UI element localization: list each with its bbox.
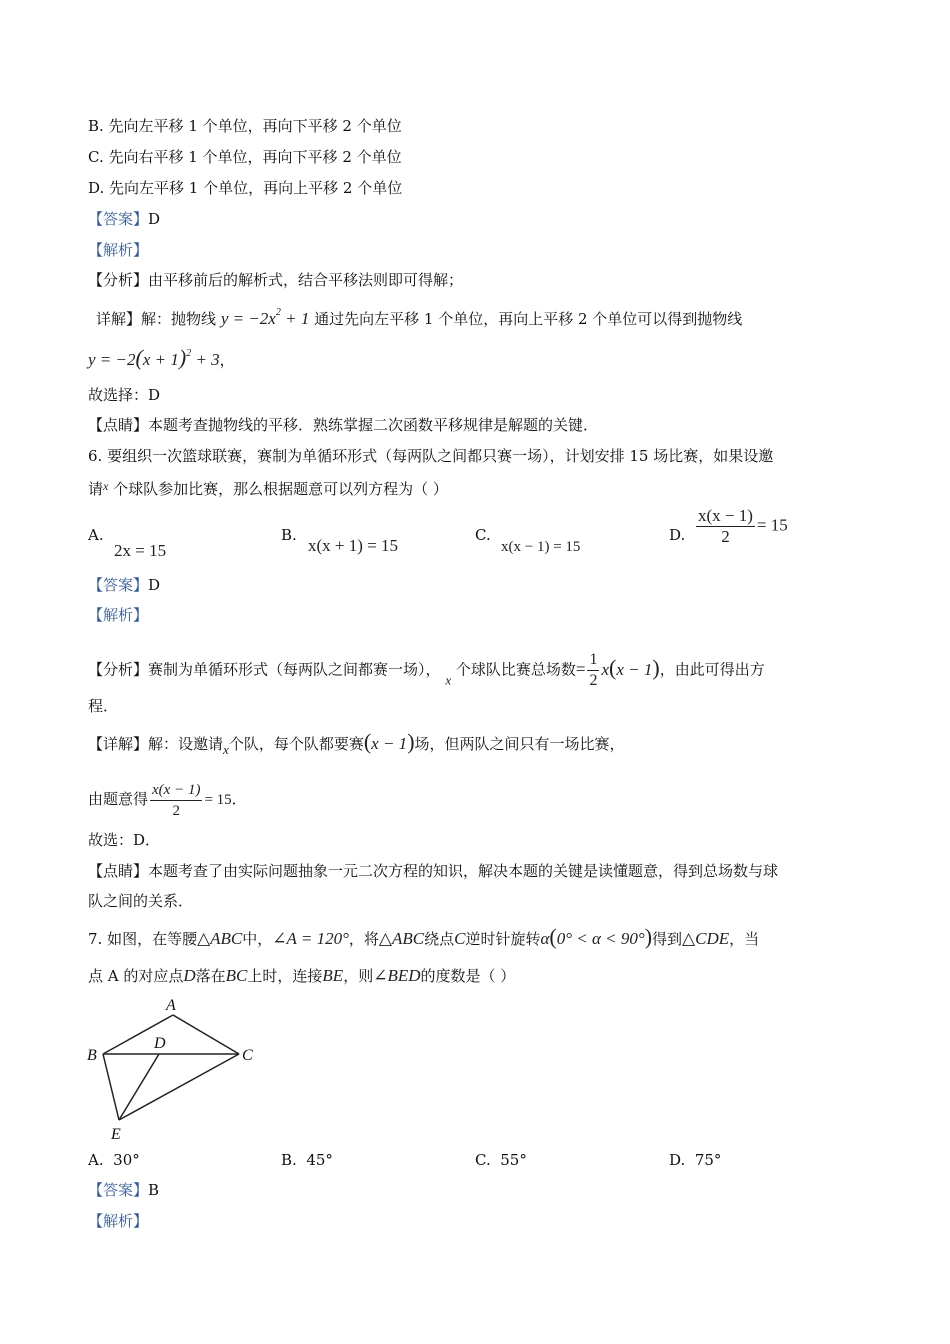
- stem-part: 得到: [652, 930, 683, 948]
- equation-fraction: $\frac{x(x - 1)}{2}$: [152, 781, 201, 819]
- label-e: E: [111, 1126, 121, 1143]
- stem-part: 上时，连接: [247, 967, 323, 985]
- q5-analysis-tag: [88, 240, 148, 260]
- comment-tag: 【点睛】: [88, 862, 149, 880]
- label-a: A: [166, 997, 176, 1014]
- q6-var-x: x: [103, 479, 109, 493]
- angle-a: ∠A = 120°: [272, 929, 349, 948]
- q7-option-c: [475, 1150, 527, 1170]
- answer-tag: 【答案】: [88, 1181, 149, 1199]
- q6-stem-line1: 6. 要组织一次篮球联赛，赛制为单循环形式（每两队之间都只赛一场），计划安排 15 场比赛，如果设邀: [88, 447, 774, 465]
- eq-tail: ．: [231, 790, 247, 808]
- q6-stem-line2: [88, 476, 448, 499]
- answer-tag: 【答案】: [88, 576, 149, 594]
- detail-tag: 详解】: [96, 310, 142, 328]
- denominator: 2: [721, 527, 730, 546]
- label-d: D: [154, 1035, 166, 1052]
- q5-comment: [88, 415, 598, 435]
- fenxi-pre: 赛制为单循环形式（每两队之间都赛一场），: [148, 660, 441, 679]
- triangle-abc: △ABC: [197, 929, 243, 948]
- option-label: B.: [281, 1151, 297, 1169]
- eq-pre: 由题意得: [88, 790, 149, 808]
- q7-option-a: [88, 1150, 140, 1170]
- label-b: B: [87, 1047, 97, 1064]
- q5-option-b: B. 先向左平移 1 个单位，再向下平移 2 个单位: [88, 117, 402, 135]
- result-tail: ，: [219, 351, 235, 369]
- option-value: 30°: [113, 1151, 140, 1169]
- q6-var-x: x: [223, 742, 229, 757]
- q5-fenxi: [88, 270, 463, 290]
- q6-analysis-tag: [88, 605, 148, 625]
- triangle-abc: △ABC: [378, 929, 425, 948]
- q7-geometry-figure: [80, 992, 280, 1148]
- q6-option-b-formula: x(x + 1) = 15: [308, 536, 398, 555]
- q7-stem-line2: [88, 966, 515, 986]
- segment-ed: [119, 1054, 159, 1120]
- q6-stem-post: 个球队参加比赛，那么根据题意可以列方程为（ ）: [113, 480, 448, 498]
- segment-ec: [119, 1054, 239, 1120]
- parabola-original: $y = -2x^2 + 1$: [220, 307, 310, 328]
- q5-answer: [88, 209, 160, 229]
- point-d: D: [183, 966, 196, 985]
- q6-option-d-formula: [694, 506, 788, 547]
- stem-part: 落在: [195, 967, 226, 985]
- q6-answer: [88, 575, 160, 595]
- option-value: 55°: [500, 1151, 527, 1169]
- detail-mid: 个队，每个队都要赛: [228, 735, 364, 753]
- analysis-tag: 【解析】: [88, 1212, 149, 1230]
- segment-ac: [173, 1015, 239, 1054]
- q6-option-a: [88, 525, 104, 545]
- detail-pre: 解：抛物线: [141, 310, 217, 328]
- answer-value: B: [148, 1181, 160, 1199]
- stem-part: 绕点: [424, 930, 455, 948]
- stem-part: ，则: [343, 967, 374, 985]
- half-fraction: $\frac{1}{2}$: [589, 651, 598, 689]
- comment-text: 本题考查了由实际问题抽象一元二次方程的知识，解决本题的关键是读懂题意，得到总场数与球: [148, 862, 779, 880]
- q5-result-formula: [88, 344, 235, 370]
- q6-fenxi: 【分析】赛制为单循环形式（每两队之间都赛一场）， x 个球队比赛总场数= $\frac{1}{2}$ x(x − 1)，由此可得出方: [88, 651, 765, 689]
- comment-text: 本题考查抛物线的平移．熟练掌握二次函数平移规律是解题的关键．: [148, 416, 599, 434]
- fenxi-tag: 【分析】: [88, 660, 149, 679]
- q6-option-d: [669, 525, 685, 545]
- segment-be: BE: [322, 966, 344, 985]
- analysis-tag: 【解析】: [88, 606, 149, 624]
- fenxi-post: ，由此可得出方: [659, 660, 765, 679]
- fenxi-tag: 【分析】: [88, 271, 149, 289]
- option-label: C.: [475, 526, 491, 544]
- q7-analysis-tag: [88, 1211, 148, 1231]
- fenxi-text: 由平移前后的解析式，结合平移法则即可得解；: [148, 271, 464, 289]
- fenxi-mid: 个球队比赛总场数: [455, 660, 576, 679]
- q6-option-c: [475, 525, 491, 545]
- q6-var-x: x: [445, 672, 452, 688]
- stem-part: 的度数是（ ）: [420, 967, 516, 985]
- q5-detail: [96, 303, 742, 329]
- answer-tag: 【答案】: [88, 210, 149, 228]
- q6-detail: 【详解】解：设邀请x个队，每个队都要赛(x − 1)场，但两队之间只有一场比赛，: [88, 729, 625, 757]
- stem-part: 点 A 的对应点: [88, 967, 184, 985]
- stem-part: ，当: [729, 930, 760, 948]
- detail-mid: 通过先向左平移 1 个单位，再向上平移 2 个单位可以得到抛物线: [314, 310, 743, 328]
- option-label: C.: [475, 1151, 491, 1169]
- detail-post: 场，但两队之间只有一场比赛，: [414, 735, 625, 753]
- q6-comment-line2: 队之间的关系．: [88, 892, 194, 910]
- option-label: B.: [281, 526, 297, 544]
- q5-choice: 故选择：D: [88, 386, 161, 404]
- parabola-result: $y = -2(x + 1)^2 + 3$: [88, 345, 220, 370]
- label-c: C: [242, 1047, 253, 1064]
- option-label: D.: [669, 526, 686, 544]
- rhs: = 15: [756, 515, 788, 535]
- answer-value: D: [148, 576, 161, 594]
- q6-stem-pre: 请: [88, 480, 104, 498]
- q7-stem-line1: [88, 924, 760, 949]
- q5-option-c: C. 先向右平移 1 个单位，再向下平移 2 个单位: [88, 148, 402, 166]
- stem-part: ，将: [348, 930, 379, 948]
- stem-part: 中，: [242, 930, 273, 948]
- option-label: A.: [88, 1151, 104, 1169]
- comment-tag: 【点睛】: [88, 416, 149, 434]
- analysis-tag: 【解析】: [88, 241, 149, 259]
- detail-pre: 解：设邀请: [148, 735, 224, 753]
- numerator: x(x − 1): [698, 506, 753, 525]
- answer-value: D: [148, 210, 161, 228]
- stem-part: 7. 如图，在等腰: [88, 930, 198, 948]
- option-label: D.: [669, 1151, 686, 1169]
- q5-option-d: D. 先向左平移 1 个单位，再向上平移 2 个单位: [88, 179, 403, 197]
- q6-equation: 由题意得 $\frac{x(x - 1)}{2}$ = 15．: [88, 781, 247, 819]
- q6-option-a-formula: 2x = 15: [114, 541, 167, 560]
- stem-part: 逆时针旋转: [465, 930, 541, 948]
- q6-fenxi-tail: 程．: [88, 697, 119, 715]
- segment-bc: BC: [225, 966, 248, 985]
- q6-option-b: [281, 525, 297, 545]
- option-label: A.: [88, 526, 104, 544]
- fraction: [696, 506, 755, 547]
- segment-be: [103, 1054, 119, 1120]
- q7-option-b: [281, 1150, 333, 1170]
- q6-comment: [88, 861, 778, 881]
- q6-choice: 故选：D．: [88, 831, 161, 849]
- point-c: C: [454, 929, 466, 948]
- rotation-range: α(0° < α < 90°): [540, 924, 653, 949]
- detail-tag: 【详解】: [88, 735, 149, 753]
- angle-bed: ∠BED: [373, 966, 421, 985]
- q7-option-d: [669, 1150, 721, 1170]
- option-value: 75°: [694, 1151, 722, 1169]
- option-value: 45°: [306, 1151, 333, 1169]
- q7-answer: [88, 1180, 159, 1200]
- triangle-cde: △CDE: [682, 929, 730, 948]
- q6-option-c-formula: x(x − 1) = 15: [501, 539, 581, 555]
